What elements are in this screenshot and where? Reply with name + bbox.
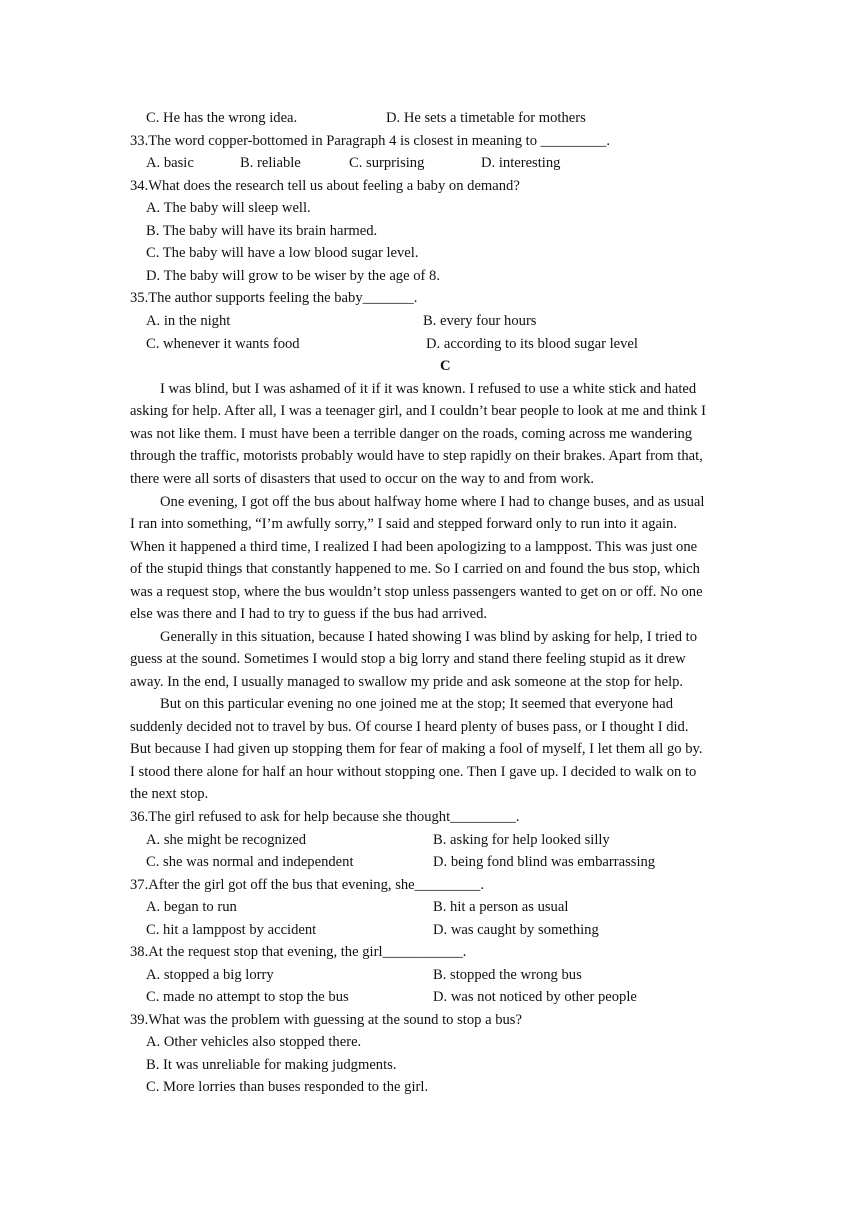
question-36: 36.The girl refused to ask for help because she thought_________.: [130, 809, 520, 825]
option-c-q38: C. made no attempt to stop the bus: [146, 989, 349, 1005]
option-b-q33: B. reliable: [240, 155, 301, 171]
question-33: 33.The word copper-bottomed in Paragraph 4 is closest in meaning to _________.: [130, 133, 610, 149]
option-a-q38: A. stopped a big lorry: [146, 967, 274, 983]
option-c-q35: C. whenever it wants food: [146, 336, 300, 352]
question-35: 35.The author supports feeling the baby_______.: [130, 290, 418, 306]
option-d-q32: D. He sets a timetable for mothers: [386, 110, 586, 126]
option-b-q34: B. The baby will have its brain harmed.: [146, 223, 378, 239]
passage-line: else was there and I had to try to guess if the bus had arrived.: [130, 606, 488, 622]
passage-line: there were all sorts of disasters that used to occur on the way to and from work.: [130, 471, 595, 487]
option-d-q34: D. The baby will grow to be wiser by the age of 8.: [146, 268, 440, 284]
passage-line: was not like them. I must have been a terrible danger on the roads, coming across me wandering: [130, 426, 693, 442]
question-39: 39.What was the problem with guessing at the sound to stop a bus?: [130, 1012, 522, 1028]
section-heading: C: [440, 358, 451, 374]
passage-line: guess at the sound. Sometimes I would stop a big lorry and stand there feeling stupid as it drew: [130, 651, 686, 667]
passage-line: the next stop.: [130, 786, 209, 802]
passage-line: One evening, I got off the bus about halfway home where I had to change buses, and as usual: [160, 494, 705, 510]
option-b-q37: B. hit a person as usual: [433, 899, 569, 915]
option-d-q37: D. was caught by something: [433, 922, 599, 938]
option-a-q39: A. Other vehicles also stopped there.: [146, 1034, 362, 1050]
passage-line: away. In the end, I usually managed to swallow my pride and ask someone at the stop for help.: [130, 674, 684, 690]
passage-line: Generally in this situation, because I hated showing I was blind by asking for help, I tried to: [160, 629, 698, 645]
question-34: 34.What does the research tell us about feeling a baby on demand?: [130, 178, 520, 194]
option-a-q34: A. The baby will sleep well.: [146, 200, 311, 216]
option-a-q35: A. in the night: [146, 313, 231, 329]
option-c-q33: C. surprising: [349, 155, 425, 171]
passage-line: I ran into something, “I’m awfully sorry,” I said and stepped forward only to run into it again.: [130, 516, 677, 532]
option-d-q35: D. according to its blood sugar level: [426, 336, 638, 352]
option-a-q33: A. basic: [146, 155, 194, 171]
option-a-q36: A. she might be recognized: [146, 832, 307, 848]
option-a-q37: A. began to run: [146, 899, 237, 915]
option-b-q38: B. stopped the wrong bus: [433, 967, 582, 983]
option-b-q35: B. every four hours: [423, 313, 537, 329]
option-d-q33: D. interesting: [481, 155, 561, 171]
option-d-q38: D. was not noticed by other people: [433, 989, 637, 1005]
passage-line: But because I had given up stopping them for fear of making a fool of myself, I let them all go by.: [130, 741, 703, 757]
passage-line: I was blind, but I was ashamed of it if it was known. I refused to use a white stick and hated: [160, 381, 697, 397]
option-c-q37: C. hit a lamppost by accident: [146, 922, 317, 938]
passage-line: suddenly decided not to travel by bus. Of course I heard plenty of buses pass, or I thought I did.: [130, 719, 689, 735]
question-38: 38.At the request stop that evening, the girl___________.: [130, 944, 467, 960]
option-b-q39: B. It was unreliable for making judgments.: [146, 1057, 397, 1073]
option-c-q39: C. More lorries than buses responded to the girl.: [146, 1079, 429, 1095]
passage-line: asking for help. After all, I was a teenager girl, and I couldn’t bear people to look at me and think I: [130, 403, 706, 419]
option-c-q36: C. she was normal and independent: [146, 854, 354, 870]
passage-line: I stood there alone for half an hour without stopping one. Then I gave up. I decided to walk on to: [130, 764, 697, 780]
option-c-q32: C. He has the wrong idea.: [146, 110, 298, 126]
question-37: 37.After the girl got off the bus that evening, she_________.: [130, 877, 484, 893]
passage-line: through the traffic, motorists probably would have to step rapidly on their brakes. Apart from that,: [130, 448, 703, 464]
passage-line: When it happened a third time, I realized I had been apologizing to a lamppost. This was just one: [130, 539, 698, 555]
option-c-q34: C. The baby will have a low blood sugar level.: [146, 245, 419, 261]
passage-line: was a request stop, where the bus wouldn’t stop unless passengers wanted to get on or off. No one: [130, 584, 703, 600]
option-d-q36: D. being fond blind was embarrassing: [433, 854, 656, 870]
option-b-q36: B. asking for help looked silly: [433, 832, 610, 848]
passage-line: of the stupid things that constantly happened to me. So I carried on and found the bus stop, which: [130, 561, 700, 577]
passage-line: But on this particular evening no one joined me at the stop; It seemed that everyone had: [160, 696, 674, 712]
